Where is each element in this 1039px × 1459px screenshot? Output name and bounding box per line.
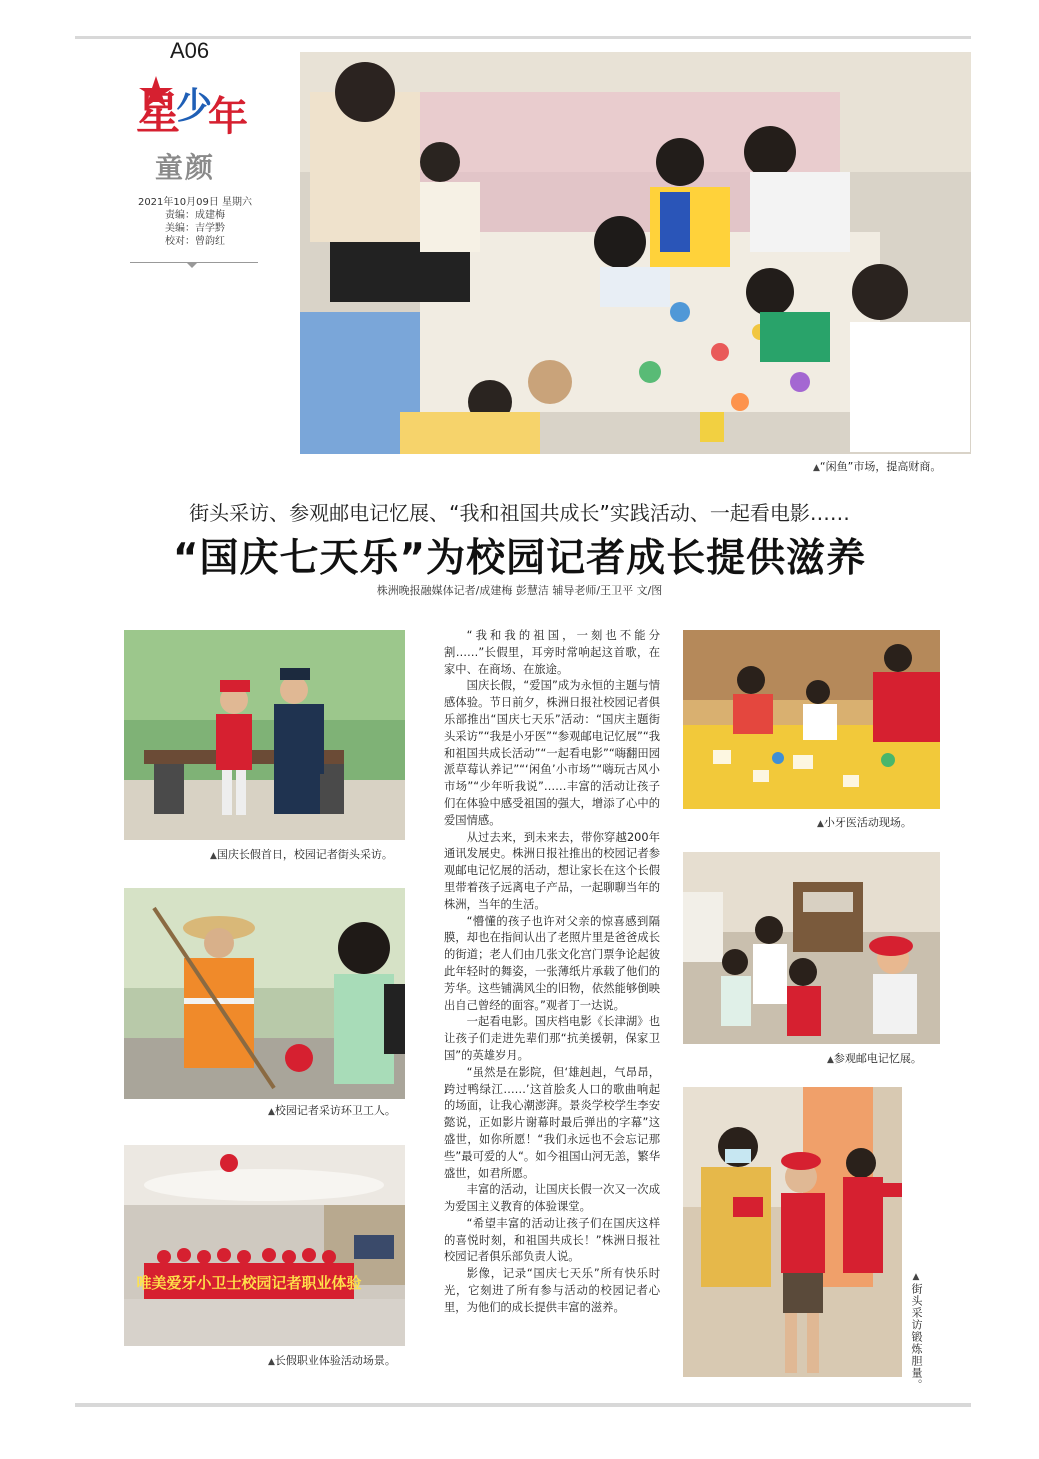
article-paragraph: 影像，记录“国庆七天乐”所有快乐时光，它刻进了所有参与活动的校园记者心里，为他们的成长提供丰富的滋养。 bbox=[444, 1267, 660, 1314]
article-paragraph: “希望丰富的活动让孩子们在国庆这样的喜悦时刻，和祖国共成长！”株洲日报社校园记者俱乐部负责人说。 bbox=[444, 1216, 660, 1264]
issue-date: 2021年10月09日 星期六 bbox=[137, 197, 253, 208]
article-paragraph: “虽然是在影院，但‘雄赳赳，气昂昂，跨过鸭绿江……’这首脍炙人口的歌曲响起的场面，让我心潮澎湃。景炎学校学生李安懿说，正如影片谢幕时最后弹出的字幕”这盛世，如你所愿！“我们永远也不会忘记那些”最可爱的人“。如今祖国山河无恙，繁华盛世，如君所愿。 bbox=[444, 1065, 660, 1180]
caption-triangle-icon: ▲ bbox=[268, 1107, 275, 1117]
section-title: 童颜 bbox=[155, 151, 216, 184]
page-number: A06 bbox=[170, 38, 210, 63]
article-paragraph: 丰富的活动，让国庆长假一次又一次成为爱国主义教育的体验课堂。 bbox=[444, 1183, 660, 1214]
proofreader-credit: 校对：曾韵红 bbox=[165, 236, 225, 247]
caption-triangle-icon: ▲ bbox=[827, 1055, 834, 1065]
article-paragraph: 国庆长假，“爱国”成为永恒的主题与情感体验。节日前夕，株洲日报社校园记者俱乐部推出“国庆七天乐”活动：“国庆主题街头采访”“我是小牙医”“参观邮电记忆展”“我和祖国共成长活动”“一起看电影”“嗨翻田园派草莓认养记”“‘闲鱼’小市场”“嗨玩古风小市场”“少年听我说”……丰富的活动让孩子们在体验中感受祖国的强大，增添了心中的爱国情感。 bbox=[444, 679, 660, 827]
svg-text:少: 少 bbox=[176, 86, 213, 127]
article-paragraph: “懵懂的孩子也许对父亲的惊喜感到隔膜，却也在指间认出了老照片里是爸爸成长的街道；老人们由几张文化宫门票争论起彼此年轻时的舞姿，一张薄纸片承载了他们的芳华。这些铺满风尘的旧物，依然能够倒映出自己曾经的面容。”观者丁一达说。 bbox=[444, 914, 660, 1012]
photo-postal-memory-exhibition bbox=[683, 852, 940, 1044]
article-paragraph: 从过去来，到未来去，带你穿越200年通讯发展史。株洲日报社推出的校园记者参观邮电记忆展的活动，想让家长在这个长假里带着孩子远离电子产品，一起聊聊当年的株洲，当年的生活。 bbox=[444, 830, 660, 911]
photo-postal-exhibition-caption: ▲参观邮电记忆展。 bbox=[827, 1052, 922, 1065]
photo-little-dentist bbox=[683, 630, 940, 809]
photo-street-interview-courage bbox=[683, 1087, 902, 1377]
article-paragraph: “我和我的祖国，一刻也不能分割……”长假里，耳旁时常响起这首歌，在家中、在商场、在旅途。 bbox=[444, 629, 660, 676]
caption-triangle-icon: ▲ bbox=[210, 851, 217, 861]
bottom-rule bbox=[75, 1403, 971, 1407]
photo-street-interview-police bbox=[124, 630, 405, 840]
photo-sanitation-worker-caption: ▲校园记者采访环卫工人。 bbox=[268, 1104, 396, 1117]
caption-triangle-icon: ▲ bbox=[817, 819, 824, 829]
masthead-pointer bbox=[186, 262, 198, 268]
top-rule bbox=[75, 36, 971, 39]
article-subtitle: 街头采访、参观邮电记忆展、“我和祖国共成长”实践活动、一起看电影…… bbox=[189, 501, 850, 525]
hero-photo-flea-market bbox=[300, 52, 971, 454]
photo-street-courage-caption: ▲街头采访锻炼胆量。 bbox=[910, 1272, 923, 1391]
caption-triangle-icon: ▲ bbox=[268, 1357, 275, 1367]
photo-career-experience-caption: ▲长假职业体验活动场景。 bbox=[268, 1354, 396, 1367]
art-editor-credit: 美编：吉学黔 bbox=[165, 223, 225, 234]
caption-triangle-icon: ▲ bbox=[813, 463, 820, 473]
article-body bbox=[444, 628, 660, 1317]
photo-career-experience-banner bbox=[124, 1145, 405, 1346]
photo-sanitation-worker-interview bbox=[124, 888, 405, 1099]
banner-text: 唯美爱牙小卫士校园记者职业体验 bbox=[136, 1274, 362, 1292]
svg-text:星: 星 bbox=[136, 88, 180, 139]
photo-street-interview-police-caption: ▲国庆长假首日，校园记者街头采访。 bbox=[210, 848, 393, 861]
article-paragraph: 一起看电影。国庆档电影《长津湖》也让孩子们走进先辈们那“抗美援朝，保家卫国”的英雄岁月。 bbox=[444, 1015, 660, 1062]
caption-triangle-icon: ▲ bbox=[911, 1272, 921, 1283]
column-logo bbox=[132, 70, 252, 142]
masthead-info bbox=[130, 196, 260, 248]
photo-little-dentist-caption: ▲小牙医活动现场。 bbox=[817, 816, 912, 829]
editor-credit: 责编：成建梅 bbox=[165, 210, 225, 221]
article-headline: “国庆七天乐”为校园记者成长提供滋养 bbox=[172, 536, 867, 581]
svg-text:年: 年 bbox=[208, 94, 248, 140]
hero-photo-caption: ▲“闲鱼”市场，提高财商。 bbox=[813, 460, 942, 473]
article-byline: 株洲晚报融媒体记者/成建梅 彭慧洁 辅导老师/王卫平 文/图 bbox=[376, 584, 663, 597]
